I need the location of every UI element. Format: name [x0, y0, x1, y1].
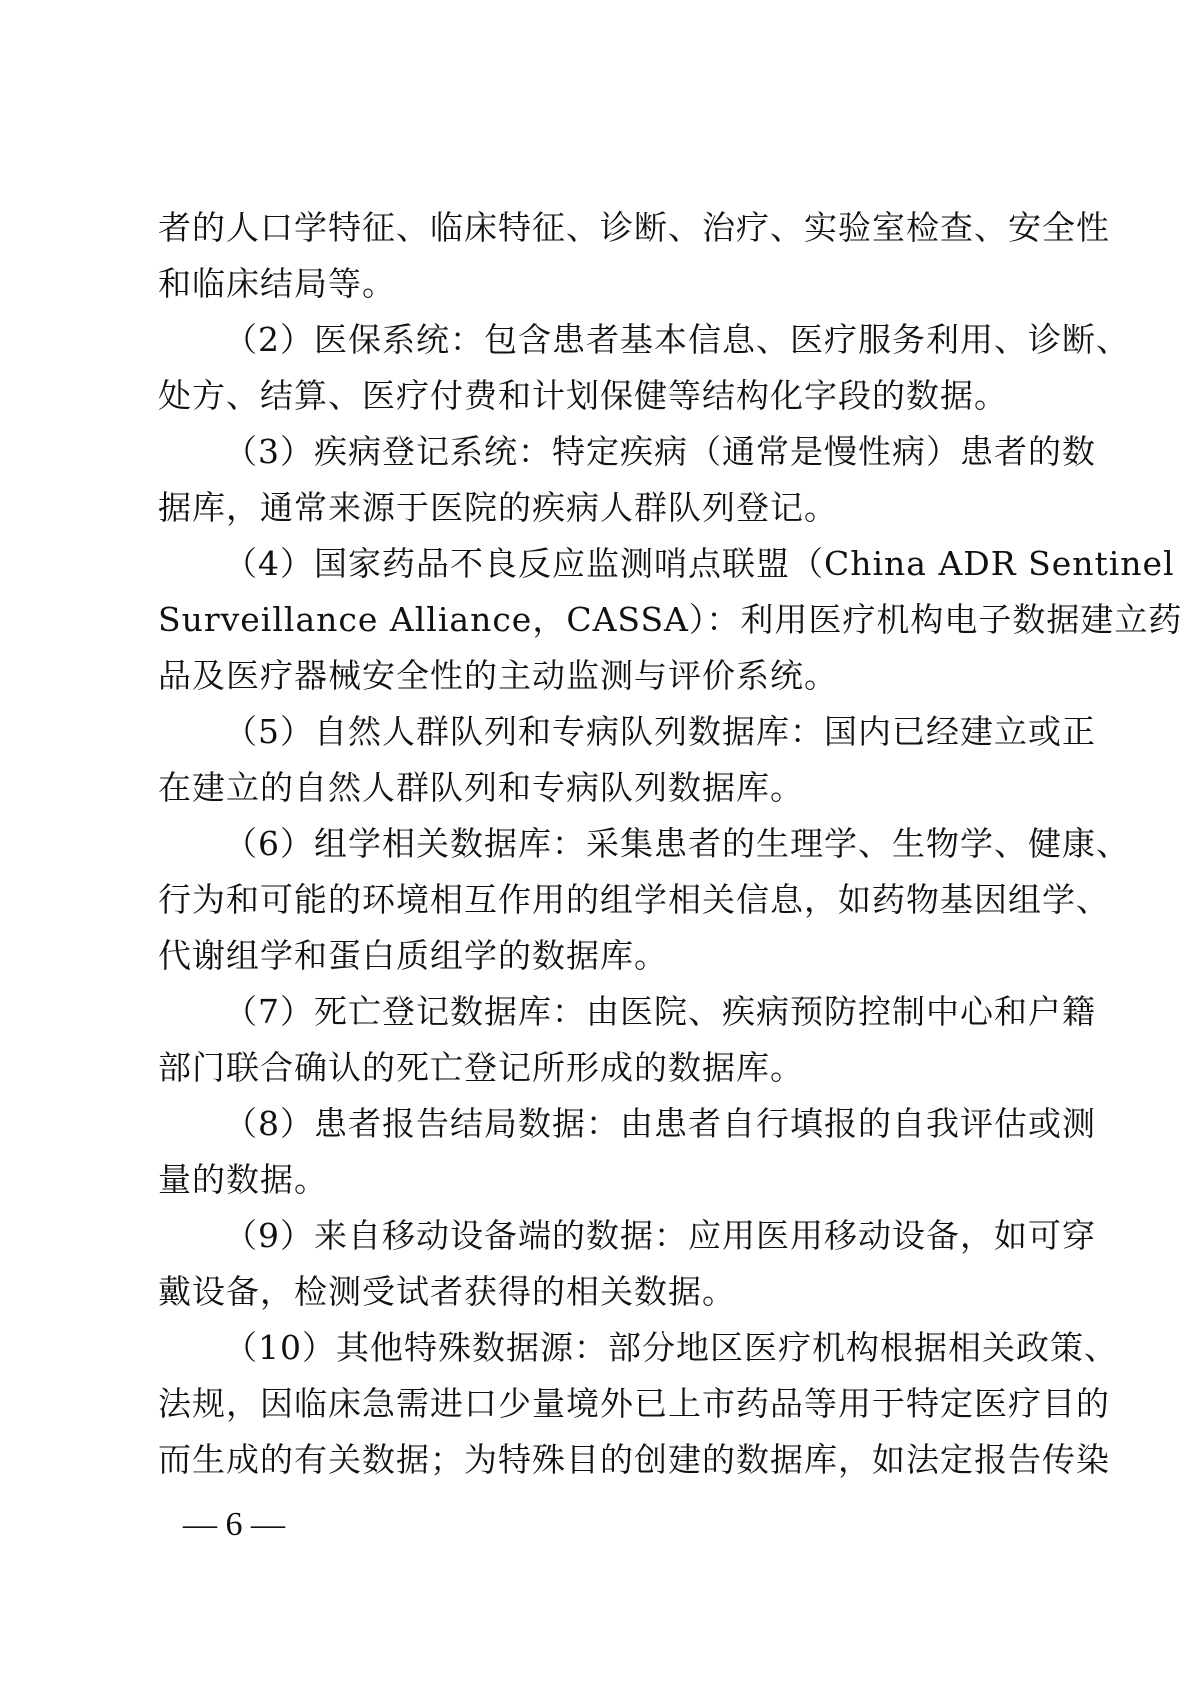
text-line: 处方、结算、医疗付费和计划保健等结构化字段的数据。 [158, 376, 1008, 415]
text-line: 和临床结局等。 [158, 264, 396, 303]
text-line: （5）自然人群队列和专病队列数据库：国内已经建立或正 [224, 712, 1096, 751]
text-line: （4）国家药品不良反应监测哨点联盟（China ADR Sentinel [224, 544, 1175, 583]
text-line: 部门联合确认的死亡登记所形成的数据库。 [158, 1048, 804, 1087]
text-line: 戴设备，检测受试者获得的相关数据。 [158, 1272, 736, 1311]
text-line: （10）其他特殊数据源：部分地区医疗机构根据相关政策、 [224, 1328, 1118, 1367]
text-line: （8）患者报告结局数据：由患者自行填报的自我评估或测 [224, 1104, 1096, 1143]
text-line: 据库，通常来源于医院的疾病人群队列登记。 [158, 488, 838, 527]
text-line: （2）医保系统：包含患者基本信息、医疗服务利用、诊断、 [224, 320, 1130, 359]
text-line: 法规，因临床急需进口少量境外已上市药品等用于特定医疗目的 [158, 1384, 1110, 1423]
text-line: （6）组学相关数据库：采集患者的生理学、生物学、健康、 [224, 824, 1130, 863]
page-number: — 6 — [183, 1506, 285, 1543]
text-line: 代谢组学和蛋白质组学的数据库。 [158, 936, 668, 975]
document-body [158, 200, 1183, 1488]
text-line: 在建立的自然人群队列和专病队列数据库。 [158, 768, 804, 807]
text-line: 量的数据。 [158, 1160, 328, 1199]
text-line: 行为和可能的环境相互作用的组学相关信息，如药物基因组学、 [158, 880, 1110, 919]
text-line: （9）来自移动设备端的数据：应用医用移动设备，如可穿 [224, 1216, 1096, 1255]
text-line: 品及医疗器械安全性的主动监测与评价系统。 [158, 656, 838, 695]
text-line: （7）死亡登记数据库：由医院、疾病预防控制中心和户籍 [224, 992, 1096, 1031]
text-line: （3）疾病登记系统：特定疾病（通常是慢性病）患者的数 [224, 432, 1096, 471]
text-line: Surveillance Alliance，CASSA）：利用医疗机构电子数据建立药 [158, 600, 1183, 639]
text-line: 而生成的有关数据；为特殊目的创建的数据库，如法定报告传染 [158, 1440, 1110, 1479]
text-line: 者的人口学特征、临床特征、诊断、治疗、实验室检查、安全性 [158, 208, 1110, 247]
